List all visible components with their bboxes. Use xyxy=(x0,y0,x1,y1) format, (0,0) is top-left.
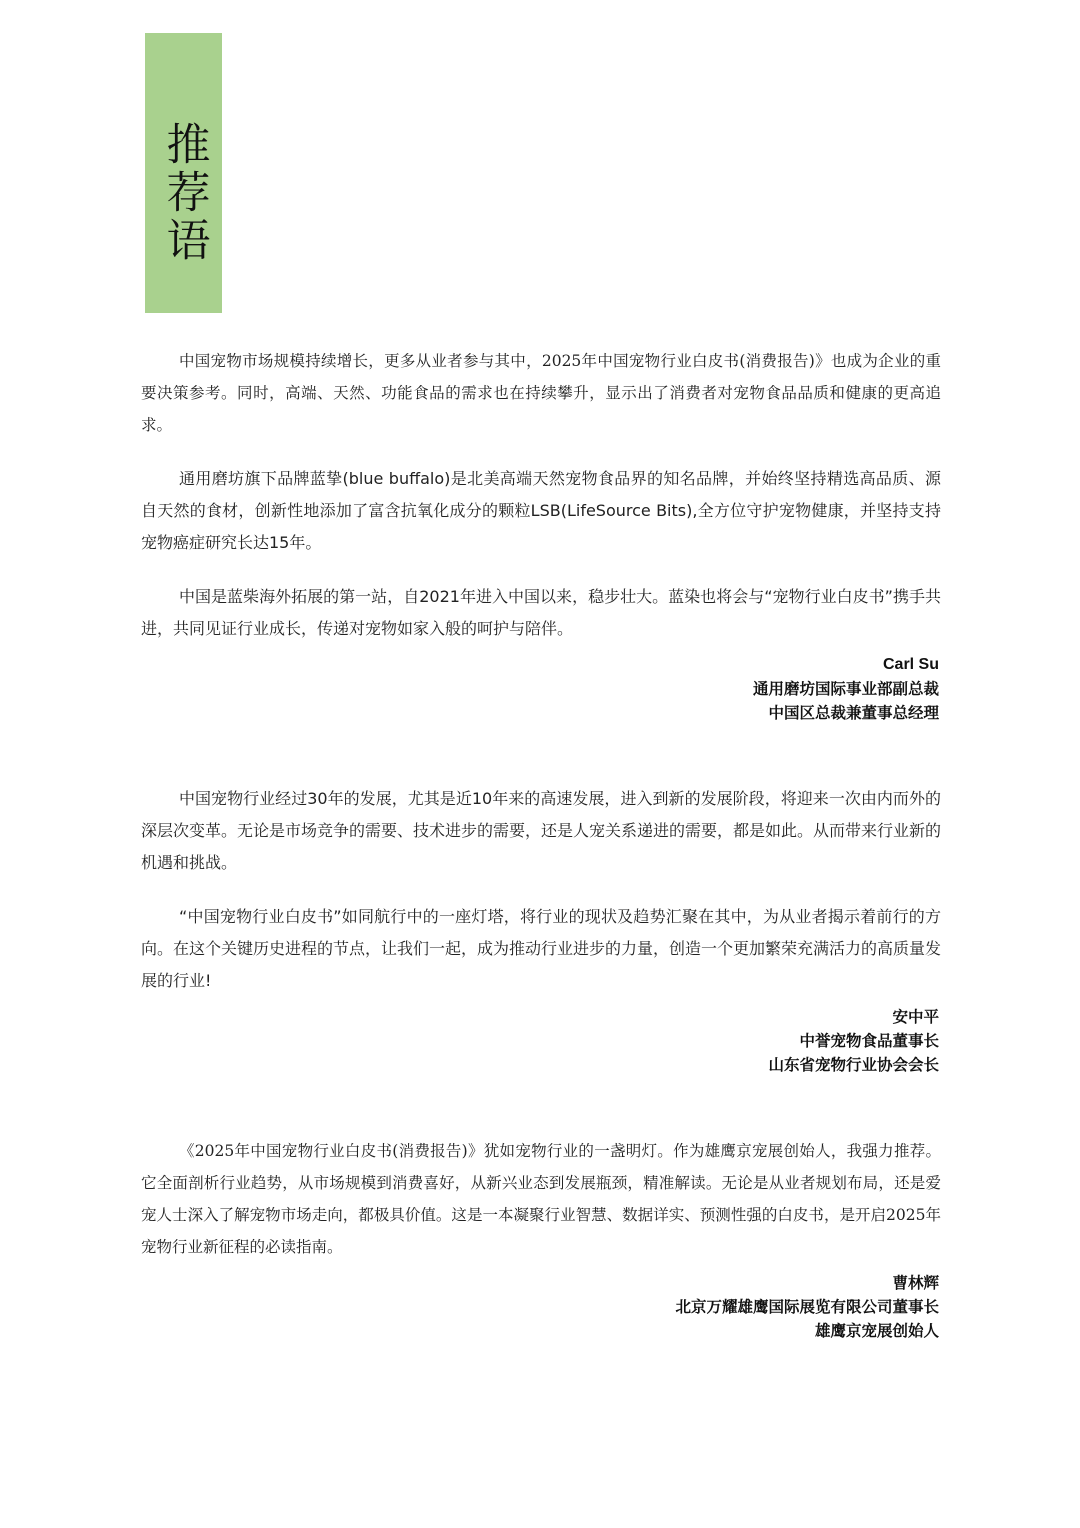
signature-name: 曹林辉 xyxy=(892,1274,939,1292)
page-title: 推荐语 xyxy=(158,121,210,265)
title-block xyxy=(145,33,222,313)
signature-title: 山东省宠物行业协会会长 xyxy=(768,1056,939,1074)
paragraph: 通用磨坊旗下品牌蓝挚(blue buffalo)是北美高端天然宠物食品界的知名品牌，并始终坚持精选高品质、源自天然的食材，创新性地添加了富含抗氧化成分的颗粒LSB(LifeSource Bits),全方位守护宠物健康，并坚持支持宠物癌症研究长达15年。 xyxy=(141,469,941,552)
recommendation-section-2 xyxy=(141,783,941,1077)
signature-block xyxy=(141,1005,939,1077)
paragraph: 中国宠物市场规模持续增长，更多从业者参与其中，2025年中国宠物行业白皮书(消费报告)》也成为企业的重要决策参考。同时，高端、天然、功能食品的需求也在持续攀升，显示出了消费者对宠物食品品质和健康的更高追求。 xyxy=(141,352,941,434)
signature-title: 中誉宠物食品董事长 xyxy=(799,1032,939,1050)
signature-title: 雄鹰京宠展创始人 xyxy=(814,1322,939,1340)
recommendation-section-1 xyxy=(141,345,941,725)
paragraph: “中国宠物行业白皮书”如同航行中的一座灯塔，将行业的现状及趋势汇聚在其中，为从业者揭示着前行的方向。在这个关键历史进程的节点，让我们一起，成为推动行业进步的力量，创造一个更加繁荣充满活力的高质量发展的行业! xyxy=(141,907,942,990)
signature-block xyxy=(141,1271,939,1343)
signature-name: Carl Su xyxy=(882,656,939,673)
recommendations xyxy=(141,345,941,1343)
recommendation-section-3 xyxy=(141,1135,941,1343)
signature-name: 安中平 xyxy=(892,1008,939,1026)
paragraph: 中国是蓝柴海外拓展的第一站，自2021年进入中国以来，稳步壮大。蓝染也将会与“宠物行业白皮书”携手共进，共同见证行业成长，传递对宠物如家入般的呵护与陪伴。 xyxy=(141,587,941,638)
signature-title: 通用磨坊国际事业部副总裁 xyxy=(752,680,939,698)
signature-title: 北京万耀雄鹰国际展览有限公司董事长 xyxy=(675,1298,939,1316)
signature-title: 中国区总裁兼董事总经理 xyxy=(768,704,939,722)
signature-block xyxy=(141,653,939,725)
paragraph: 《2025年中国宠物行业白皮书(消费报告)》犹如宠物行业的一盏明灯。作为雄鹰京宠展创始人，我强力推荐。它全面剖析行业趋势，从市场规模到消费喜好，从新兴业态到发展瓶颈，精准解读。无论是从业者规划布局，还是爱宠人士深入了解宠物市场走向，都极具价值。这是一本凝聚行业智慧、数据详实、预测性强的白皮书，是开启2025年宠物行业新征程的必读指南。 xyxy=(141,1142,941,1256)
paragraph: 中国宠物行业经过30年的发展，尤其是近10年来的高速发展，进入到新的发展阶段，将迎来一次由内而外的深层次变革。无论是市场竞争的需要、技术进步的需要，还是人宠关系递进的需要，都是如此。从而带来行业新的机遇和挑战。 xyxy=(141,789,942,872)
